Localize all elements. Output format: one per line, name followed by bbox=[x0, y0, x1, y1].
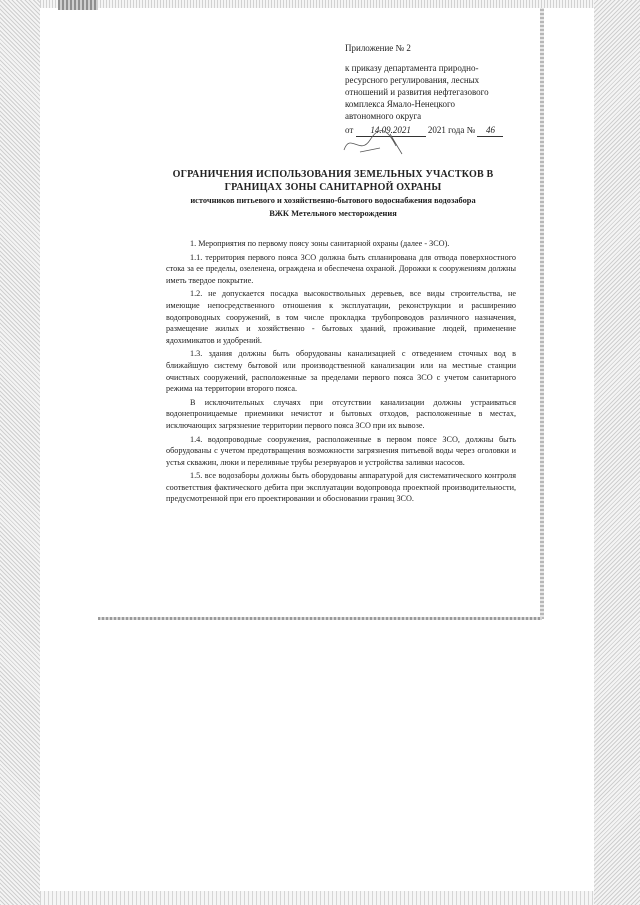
scan-border-left bbox=[0, 0, 40, 905]
scan-border-top bbox=[40, 0, 594, 8]
paragraph: 1.2. не допускается посадка высокоствольных деревьев, все виды строительства, не имеющие непосредственного отношения к эксплуатации, реконструкции и расширению водопроводных сооружений, в том числе прокладка трубопроводов различного назначения, размещение жилых и хозяйственно - бытовых зданий, проживание людей, применение ядохимикатов и удобрений. bbox=[166, 289, 516, 345]
signature-scribble-icon bbox=[340, 128, 420, 158]
paragraph: 1.1. территория первого пояса ЗСО должна быть спланирована для отвода поверхностного стока за ее пределы, озеленена, ограждена и обеспечена охраной. Дорожки к сооружениям должны иметь твердое покрытие. bbox=[166, 252, 516, 285]
scan-border-right bbox=[594, 0, 640, 905]
paragraph: 1.4. водопроводные сооружения, расположенные в первом поясе ЗСО, должны быть оборудованы с учетом предотвращения возможности загрязнения питьевой воды через оголовки и устья скважин, люки и переливные трубы резервуаров и устройства заливки насосов. bbox=[166, 434, 516, 467]
appendix-line: к приказу департамента природно- bbox=[345, 63, 479, 73]
document-body bbox=[166, 238, 516, 507]
appendix-line: комплекса Ямало-Ненецкого bbox=[345, 99, 455, 109]
paragraph: 1. Мероприятия по первому поясу зоны санитарной охраны (далее - ЗСО). bbox=[190, 239, 450, 248]
appendix-label: Приложение № 2 bbox=[345, 43, 411, 53]
appendix-line: автономного округа bbox=[345, 111, 422, 121]
sheet-edge-right bbox=[540, 8, 544, 619]
scan-border-bottom bbox=[40, 891, 594, 905]
heading-subline: источников питьевого и хозяйственно-бытового водоснабжения водозабора bbox=[190, 196, 476, 205]
scan-artifact-bar bbox=[58, 0, 98, 10]
sheet-edge-bottom bbox=[98, 617, 542, 620]
handwritten-date: 14.09.2021 bbox=[356, 124, 426, 137]
handwritten-number: 46 bbox=[477, 124, 503, 137]
appendix-block bbox=[345, 42, 535, 137]
paragraph: В исключительных случаях при отсутствии канализации должны устраиваться водонепроницаемые приемники нечистот и бытовых отходов, расположенные в местах, исключающих загрязнение территории первого пояса ЗСО при их вывозе. bbox=[166, 397, 516, 430]
date-year: 2021 года № bbox=[427, 125, 476, 135]
paragraph: 1.5. все водозаборы должны быть оборудованы аппаратурой для систематического контроля соответствия фактического дебита при эксплуатации водопровода проектной производительности, предусмотренной при его проектировании и обосновании границ ЗСО. bbox=[166, 471, 516, 504]
heading-subline: ВЖК Метельного месторождения bbox=[269, 209, 397, 218]
document-heading bbox=[138, 168, 528, 220]
heading-line: ОГРАНИЧЕНИЯ ИСПОЛЬЗОВАНИЯ ЗЕМЕЛЬНЫХ УЧАСТКОВ В bbox=[172, 169, 494, 180]
appendix-line: отношений и развития нефтегазового bbox=[345, 87, 489, 97]
date-prefix: от bbox=[345, 125, 354, 135]
heading-line: ГРАНИЦАХ ЗОНЫ САНИТАРНОЙ ОХРАНЫ bbox=[224, 182, 442, 193]
paragraph: 1.3. здания должны быть оборудованы канализацией с отведением сточных вод в ближайшую систему бытовой или производственной канализации или на местные станции очистных сооружений, расположенные за пределами первого пояса ЗСО с учетом санитарного режима на территории второго пояса. bbox=[166, 349, 516, 394]
appendix-line: ресурсного регулирования, лесных bbox=[345, 75, 480, 85]
